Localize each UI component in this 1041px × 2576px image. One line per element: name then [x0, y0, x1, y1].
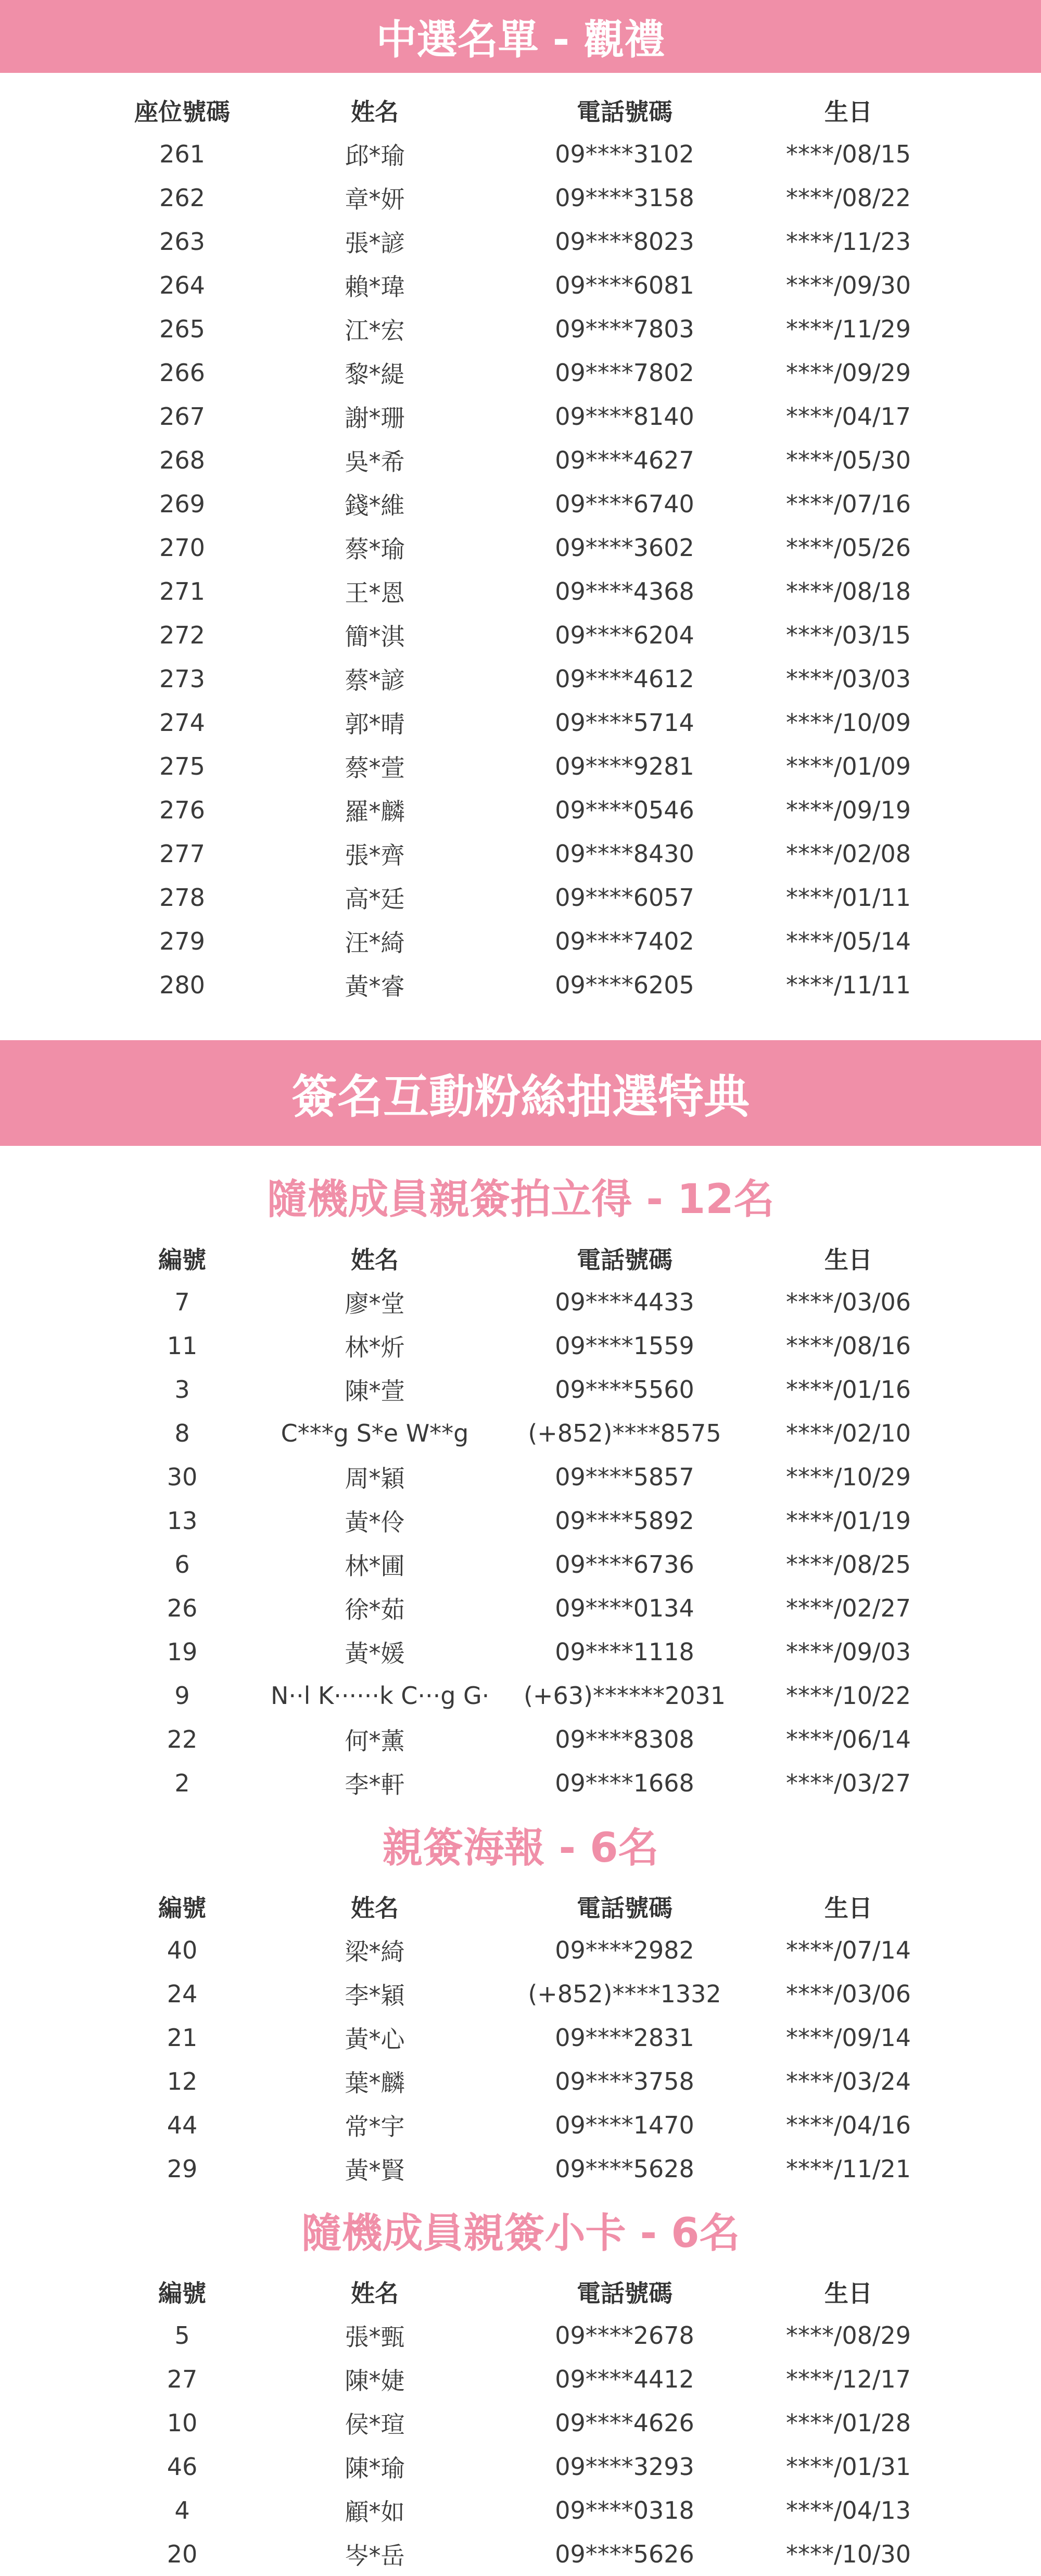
table-row: [0, 1718, 1041, 1761]
table-header: [0, 89, 1041, 132]
birthday: ****/03/06: [785, 1980, 911, 2008]
phone-number: 09****6081: [555, 271, 694, 299]
birthday: ****/02/10: [785, 1419, 911, 1447]
phone-number: 09****6740: [555, 490, 694, 518]
seat-number: 264: [159, 271, 205, 299]
phone-number: 09****9281: [555, 752, 694, 780]
phone-number: 09****2831: [555, 2024, 694, 2052]
table-row: [0, 220, 1041, 263]
name: 黃*睿: [345, 973, 405, 1001]
name: 吳*希: [345, 448, 405, 476]
birthday: ****/11/21: [785, 2155, 911, 2183]
birthday: ****/11/11: [785, 971, 911, 999]
birthday: ****/05/26: [785, 534, 911, 562]
table-row: [0, 1411, 1041, 1455]
name: 林*圃: [345, 1552, 405, 1580]
phone-number: 09****6205: [555, 971, 694, 999]
phone-number: 09****3293: [555, 2453, 694, 2481]
seat-number: 20: [167, 2540, 198, 2568]
column-header: 編號: [158, 1246, 206, 1274]
phone-number: 09****2678: [555, 2321, 694, 2350]
phone-number: 09****3602: [555, 534, 694, 562]
phone-number: 09****4412: [555, 2365, 694, 2393]
seat-number: 29: [167, 2155, 198, 2183]
column-header: 生日: [824, 1894, 872, 1922]
table-row: [0, 832, 1041, 876]
name: 邱*瑜: [345, 142, 405, 170]
table-row: [0, 2147, 1041, 2191]
name: 侯*瑄: [345, 2410, 405, 2439]
birthday: ****/08/22: [785, 184, 911, 212]
table-row: [0, 1674, 1041, 1718]
column-header: 編號: [158, 2279, 206, 2307]
name: 廖*堂: [345, 1290, 405, 1318]
column-header: 姓名: [351, 98, 399, 126]
seat-number: 273: [159, 665, 205, 693]
table-row: [0, 2532, 1041, 2576]
phone-number: 09****8023: [555, 228, 694, 256]
seat-number: 272: [159, 621, 205, 649]
name: 周*穎: [345, 1464, 405, 1493]
phone-number: 09****4626: [555, 2409, 694, 2437]
phone-number: 09****4612: [555, 665, 694, 693]
name: 黎*緹: [345, 360, 405, 388]
birthday: ****/03/15: [785, 621, 911, 649]
birthday: ****/02/27: [785, 1594, 911, 1622]
name: C***g S*e W**g: [281, 1419, 469, 1447]
seat-number: 11: [167, 1332, 198, 1360]
phone-number: 09****8308: [555, 1725, 694, 1753]
table-row: [0, 1455, 1041, 1499]
seat-number: 280: [159, 971, 205, 999]
name: 張*甄: [345, 2323, 405, 2351]
seat-number: 261: [159, 140, 205, 168]
table-row: [0, 570, 1041, 613]
birthday: ****/08/16: [785, 1332, 911, 1360]
phone-number: (+63)******2031: [523, 1682, 726, 1710]
column-header: 電話號碼: [577, 98, 672, 126]
name: 王*恩: [345, 579, 405, 607]
birthday: ****/04/17: [785, 402, 911, 431]
birthday: ****/01/09: [785, 752, 911, 780]
birthday: ****/04/13: [785, 2496, 911, 2524]
birthday: ****/03/03: [785, 665, 911, 693]
column-header: 姓名: [351, 2279, 399, 2307]
seat-number: 271: [159, 577, 205, 605]
name: 顧*如: [345, 2498, 405, 2526]
column-header: 生日: [824, 1246, 872, 1274]
phone-number: 09****5714: [555, 709, 694, 737]
seat-number: 44: [167, 2111, 198, 2139]
birthday: ****/04/16: [785, 2111, 911, 2139]
winners-table-poster: [0, 1885, 1041, 2191]
phone-number: 09****5892: [555, 1507, 694, 1535]
table-header: [0, 1236, 1041, 1280]
table-row: [0, 307, 1041, 351]
name: 謝*珊: [345, 404, 405, 432]
birthday: ****/09/19: [785, 796, 911, 824]
phone-number: (+852)****1332: [528, 1980, 721, 2008]
phone-number: 09****6057: [555, 883, 694, 912]
phone-number: 09****5857: [555, 1463, 694, 1491]
table-row: [0, 395, 1041, 438]
name: 林*炘: [345, 1333, 405, 1361]
name: 徐*茹: [345, 1596, 405, 1624]
phone-number: 09****1668: [555, 1769, 694, 1797]
seat-number: 46: [167, 2453, 198, 2481]
name: 李*軒: [345, 1771, 405, 1799]
name: 張*齊: [345, 841, 405, 869]
table-row: [0, 2445, 1041, 2489]
group-title-poster: 親簽海報 - 6名: [382, 1825, 659, 1872]
table-row: [0, 2357, 1041, 2401]
phone-number: 09****0546: [555, 796, 694, 824]
name: 簡*淇: [345, 623, 405, 651]
phone-number: 09****7402: [555, 927, 694, 955]
birthday: ****/11/23: [785, 228, 911, 256]
phone-number: 09****4627: [555, 446, 694, 474]
birthday: ****/03/06: [785, 1288, 911, 1316]
name: 葉*麟: [345, 2069, 405, 2097]
name: 黃*賢: [345, 2156, 405, 2184]
seat-number: 265: [159, 315, 205, 343]
phone-number: 09****1118: [555, 1638, 694, 1666]
seat-number: 40: [167, 1936, 198, 1964]
seat-number: 266: [159, 359, 205, 387]
name: 黃*媛: [345, 1639, 405, 1668]
table-row: [0, 1761, 1041, 1805]
seat-number: 13: [167, 1507, 198, 1535]
phone-number: 09****7803: [555, 315, 694, 343]
birthday: ****/02/08: [785, 840, 911, 868]
birthday: ****/03/27: [785, 1769, 911, 1797]
table-row: [0, 876, 1041, 919]
table-row: [0, 176, 1041, 220]
group-title-polaroid: 隨機成員親簽拍立得 - 12名: [266, 1176, 775, 1223]
name: 常*宇: [345, 2113, 405, 2141]
seat-number: 269: [159, 490, 205, 518]
seat-number: 6: [174, 1550, 190, 1579]
seat-number: 10: [167, 2409, 198, 2437]
column-header: 電話號碼: [577, 1894, 672, 1922]
birthday: ****/06/14: [785, 1725, 911, 1753]
name: 蔡*瑜: [345, 535, 405, 563]
phone-number: 09****5628: [555, 2155, 694, 2183]
name: 賴*瑋: [345, 273, 405, 301]
seat-number: 268: [159, 446, 205, 474]
birthday: ****/08/25: [785, 1550, 911, 1579]
name: 江*宏: [345, 317, 405, 345]
phone-number: 09****6204: [555, 621, 694, 649]
table-row: [0, 1928, 1041, 1972]
seat-number: 8: [174, 1419, 190, 1447]
phone-number: 09****1470: [555, 2111, 694, 2139]
seat-number: 5: [174, 2321, 190, 2350]
phone-number: 09****5560: [555, 1375, 694, 1404]
phone-number: 09****3758: [555, 2067, 694, 2095]
birthday: ****/10/09: [785, 709, 911, 737]
table-row: [0, 1586, 1041, 1630]
name: 高*廷: [345, 885, 405, 913]
table-row: [0, 701, 1041, 744]
phone-number: 09****6736: [555, 1550, 694, 1579]
seat-number: 277: [159, 840, 205, 868]
table-row: [0, 1630, 1041, 1674]
birthday: ****/09/30: [785, 271, 911, 299]
phone-number: 09****2982: [555, 1936, 694, 1964]
birthday: ****/01/19: [785, 1507, 911, 1535]
name: 羅*麟: [345, 798, 405, 826]
table-row: [0, 2489, 1041, 2532]
column-header: 電話號碼: [577, 2279, 672, 2307]
seat-number: 30: [167, 1463, 198, 1491]
seat-number: 24: [167, 1980, 198, 2008]
table-header: [0, 2270, 1041, 2314]
column-header: 座位號碼: [134, 98, 230, 126]
birthday: ****/05/14: [785, 927, 911, 955]
phone-number: 09****4368: [555, 577, 694, 605]
phone-number: 09****7802: [555, 359, 694, 387]
table-row: [0, 263, 1041, 307]
table-row: [0, 744, 1041, 788]
phone-number: 09****8430: [555, 840, 694, 868]
column-header: 生日: [824, 2279, 872, 2307]
name: 章*妍: [345, 185, 405, 213]
table-row: [0, 1324, 1041, 1368]
group-title-photocard: 隨機成員親簽小卡 - 6名: [301, 2210, 740, 2257]
section-title-signing-lottery: 簽名互動粉絲抽選特典: [0, 1040, 1041, 1146]
birthday: ****/09/03: [785, 1638, 911, 1666]
phone-number: 09****8140: [555, 402, 694, 431]
seat-number: 274: [159, 709, 205, 737]
seat-number: 262: [159, 184, 205, 212]
seat-number: 267: [159, 402, 205, 431]
seat-number: 279: [159, 927, 205, 955]
name: 黃*心: [345, 2025, 405, 2053]
phone-number: 09****0318: [555, 2496, 694, 2524]
winners-table-photocard: [0, 2270, 1041, 2576]
seat-number: 4: [174, 2496, 190, 2524]
table-row: [0, 2060, 1041, 2103]
table-row: [0, 1543, 1041, 1586]
birthday: ****/03/24: [785, 2067, 911, 2095]
seat-number: 26: [167, 1594, 198, 1622]
name: 錢*維: [345, 491, 405, 520]
table-row: [0, 2314, 1041, 2357]
seat-number: 22: [167, 1725, 198, 1753]
seat-number: 278: [159, 883, 205, 912]
table-row: [0, 1499, 1041, 1543]
seat-number: 263: [159, 228, 205, 256]
table-row: [0, 132, 1041, 176]
birthday: ****/07/14: [785, 1936, 911, 1964]
table-row: [0, 482, 1041, 526]
birthday: ****/10/29: [785, 1463, 911, 1491]
phone-number: 09****0134: [555, 1594, 694, 1622]
seat-number: 3: [174, 1375, 190, 1404]
column-header: 姓名: [351, 1246, 399, 1274]
table-row: [0, 2103, 1041, 2147]
name: 蔡*萱: [345, 754, 405, 782]
winners-table-polaroid: [0, 1236, 1041, 1805]
table-row: [0, 2016, 1041, 2060]
table-row: [0, 1972, 1041, 2016]
name: 汪*綺: [345, 929, 405, 957]
phone-number: 09****3102: [555, 140, 694, 168]
birthday: ****/01/31: [785, 2453, 911, 2481]
table-row: [0, 613, 1041, 657]
table-row: [0, 788, 1041, 832]
birthday: ****/11/29: [785, 315, 911, 343]
birthday: ****/08/18: [785, 577, 911, 605]
phone-number: 09****3158: [555, 184, 694, 212]
name: 郭*晴: [345, 710, 405, 738]
column-header: 生日: [824, 98, 872, 126]
birthday: ****/01/16: [785, 1375, 911, 1404]
name: 陳*瑜: [345, 2454, 405, 2482]
name: 張*諺: [345, 229, 405, 257]
birthday: ****/01/28: [785, 2409, 911, 2437]
name: 陳*萱: [345, 1377, 405, 1405]
seat-number: 275: [159, 752, 205, 780]
birthday: ****/07/16: [785, 490, 911, 518]
phone-number: (+852)****8575: [528, 1419, 721, 1447]
birthday: ****/08/29: [785, 2321, 911, 2350]
phone-number: 09****5626: [555, 2540, 694, 2568]
name: N··l K······k C···g G·: [271, 1682, 490, 1710]
name: 李*穎: [345, 1981, 405, 2010]
table-row: [0, 1368, 1041, 1411]
name: 岑*岳: [345, 2542, 405, 2570]
seat-number: 7: [174, 1288, 190, 1316]
birthday: ****/12/17: [785, 2365, 911, 2393]
birthday: ****/05/30: [785, 446, 911, 474]
table-row: [0, 351, 1041, 395]
birthday: ****/08/15: [785, 140, 911, 168]
column-header: 編號: [158, 1894, 206, 1922]
phone-number: 09****1559: [555, 1332, 694, 1360]
name: 黃*伶: [345, 1508, 405, 1536]
birthday: ****/10/30: [785, 2540, 911, 2568]
seat-number: 21: [167, 2024, 198, 2052]
seat-number: 270: [159, 534, 205, 562]
name: 梁*綺: [345, 1938, 405, 1966]
column-header: 姓名: [351, 1894, 399, 1922]
column-header: 電話號碼: [577, 1246, 672, 1274]
seat-number: 19: [167, 1638, 198, 1666]
birthday: ****/10/22: [785, 1682, 911, 1710]
name: 陳*婕: [345, 2367, 405, 2395]
name: 蔡*諺: [345, 666, 405, 694]
seat-number: 12: [167, 2067, 198, 2095]
section-title-ceremony: 中選名單 - 觀禮: [0, 0, 1041, 73]
table-row: [0, 657, 1041, 701]
phone-number: 09****4433: [555, 1288, 694, 1316]
seat-number: 2: [174, 1769, 190, 1797]
seat-number: 276: [159, 796, 205, 824]
table-row: [0, 1280, 1041, 1324]
seat-number: 9: [174, 1682, 190, 1710]
table-row: [0, 526, 1041, 570]
birthday: ****/09/29: [785, 359, 911, 387]
table-row: [0, 2401, 1041, 2445]
birthday: ****/09/14: [785, 2024, 911, 2052]
table-row: [0, 919, 1041, 963]
table-row: [0, 438, 1041, 482]
seat-number: 27: [167, 2365, 198, 2393]
table-row: [0, 963, 1041, 1007]
birthday: ****/01/11: [785, 883, 911, 912]
winners-table-ceremony: [0, 89, 1041, 1007]
name: 何*薰: [345, 1727, 405, 1755]
table-header: [0, 1885, 1041, 1928]
